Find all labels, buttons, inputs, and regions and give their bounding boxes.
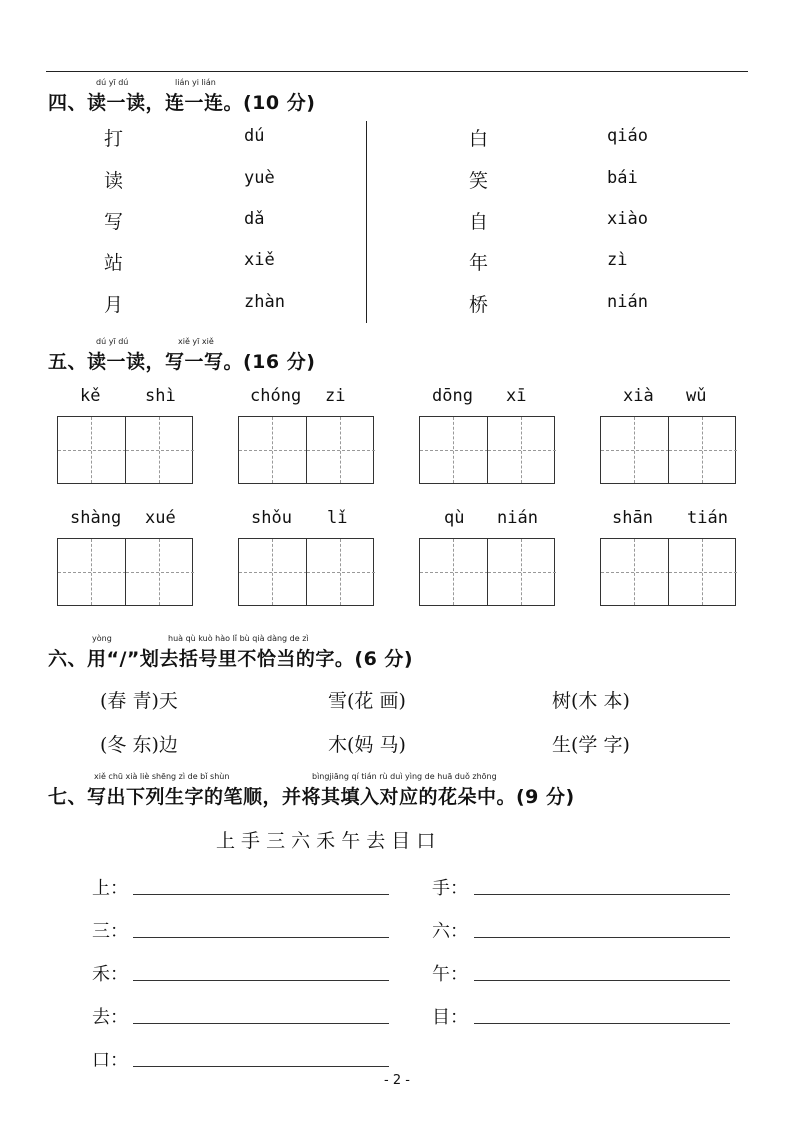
stroke-label: 去：: [92, 1007, 128, 1028]
sec4-left-char: 读: [104, 170, 124, 192]
stroke-label: 口：: [92, 1050, 128, 1071]
sec4-right-pinyin: nián: [607, 292, 648, 312]
sec6-ruby-yong: yòng: [92, 634, 112, 643]
writing-grid[interactable]: [600, 538, 736, 606]
answer-line[interactable]: [474, 937, 730, 938]
sec4-left-pinyin: dú: [244, 126, 265, 146]
sec4-left-pinyin: yuè: [244, 168, 275, 188]
sec6-heading: 六、用“/”划去括号里不恰当的字。(6 分): [48, 648, 414, 670]
writing-grid[interactable]: [419, 416, 555, 484]
sec4-right-char: 白: [469, 128, 489, 150]
stroke-label: 禾：: [92, 964, 128, 985]
divider-line: [366, 121, 367, 323]
sec7-heading: 七、写出下列生字的笔顺，并将其填入对应的花朵中。(9 分): [48, 786, 575, 808]
word-pinyin: chóng: [250, 386, 302, 406]
sec4-left-char: 站: [104, 252, 124, 274]
answer-line[interactable]: [133, 894, 389, 895]
sec4-left-pinyin: zhàn: [244, 292, 285, 312]
word-pinyin: shàng: [70, 508, 122, 528]
stroke-order-characters: 上 手 三 六 禾 午 去 目 口: [216, 830, 436, 852]
word-pinyin: wǔ: [686, 386, 707, 406]
word-pinyin: zi: [325, 386, 346, 406]
word-pinyin: shān: [612, 508, 653, 528]
stroke-label: 三：: [92, 921, 128, 942]
stroke-label: 六：: [432, 921, 468, 942]
sec4-left-char: 月: [104, 294, 124, 316]
sec7-ruby-2: bìngjiāng qí tián rù duì yìng de huā duǒ zhōng: [312, 772, 497, 781]
choice-item: (春 青)天: [100, 690, 178, 712]
sec4-left-char: 打: [104, 128, 124, 150]
sec6-ruby-rest: huà qù kuò hào lǐ bù qià dàng de zì: [168, 634, 309, 643]
page-number: - 2 -: [384, 1073, 410, 1088]
sec4-right-pinyin: xiào: [607, 209, 648, 229]
writing-grid[interactable]: [238, 416, 374, 484]
writing-grid[interactable]: [57, 416, 193, 484]
sec4-right-pinyin: bái: [607, 168, 638, 188]
answer-line[interactable]: [474, 1023, 730, 1024]
top-rule: [46, 71, 748, 72]
word-pinyin: dōng: [432, 386, 473, 406]
sec5-ruby-2: xiě yī xiě: [178, 337, 214, 346]
sec4-left-pinyin: dǎ: [244, 209, 265, 229]
word-pinyin: xī: [506, 386, 527, 406]
sec5-heading: 五、读一读，写一写。(16 分): [48, 351, 316, 373]
answer-line[interactable]: [133, 1023, 389, 1024]
sec4-ruby-2: lián yi lián: [175, 78, 216, 87]
answer-line[interactable]: [474, 980, 730, 981]
writing-grid[interactable]: [238, 538, 374, 606]
writing-grid[interactable]: [419, 538, 555, 606]
word-pinyin: kě: [80, 386, 101, 406]
word-pinyin: lǐ: [327, 508, 348, 528]
choice-item: (冬 东)边: [100, 734, 178, 756]
sec4-right-char: 桥: [469, 294, 489, 316]
sec4-right-char: 自: [469, 211, 489, 233]
answer-line[interactable]: [133, 937, 389, 938]
word-pinyin: shǒu: [251, 508, 292, 528]
choice-item: 树(木 本): [552, 690, 630, 712]
stroke-label: 手：: [432, 878, 468, 899]
stroke-label: 上：: [92, 878, 128, 899]
sec5-ruby-1: dú yī dú: [96, 337, 129, 346]
word-pinyin: qù: [444, 508, 465, 528]
sec4-right-char: 笑: [469, 170, 489, 192]
choice-item: 木(妈 马): [328, 734, 406, 756]
stroke-label: 午：: [432, 964, 468, 985]
sec4-left-pinyin: xiě: [244, 250, 275, 270]
word-pinyin: xià: [623, 386, 654, 406]
word-pinyin: nián: [497, 508, 538, 528]
answer-line[interactable]: [474, 894, 730, 895]
writing-grid[interactable]: [600, 416, 736, 484]
stroke-label: 目：: [432, 1007, 468, 1028]
writing-grid[interactable]: [57, 538, 193, 606]
sec4-right-pinyin: qiáo: [607, 126, 648, 146]
word-pinyin: xué: [145, 508, 176, 528]
answer-line[interactable]: [133, 1066, 389, 1067]
sec4-heading: 四、读一读，连一连。(10 分): [48, 92, 316, 114]
word-pinyin: tián: [687, 508, 728, 528]
sec4-right-pinyin: zì: [607, 250, 628, 270]
sec4-right-char: 年: [469, 252, 489, 274]
sec7-ruby-1: xiě chū xià liè shēng zì de bǐ shùn: [94, 772, 230, 781]
choice-item: 生(学 字): [552, 734, 630, 756]
choice-item: 雪(花 画): [328, 690, 406, 712]
answer-line[interactable]: [133, 980, 389, 981]
sec4-ruby-1: dú yī dú: [96, 78, 129, 87]
sec4-left-char: 写: [104, 211, 124, 233]
word-pinyin: shì: [145, 386, 176, 406]
